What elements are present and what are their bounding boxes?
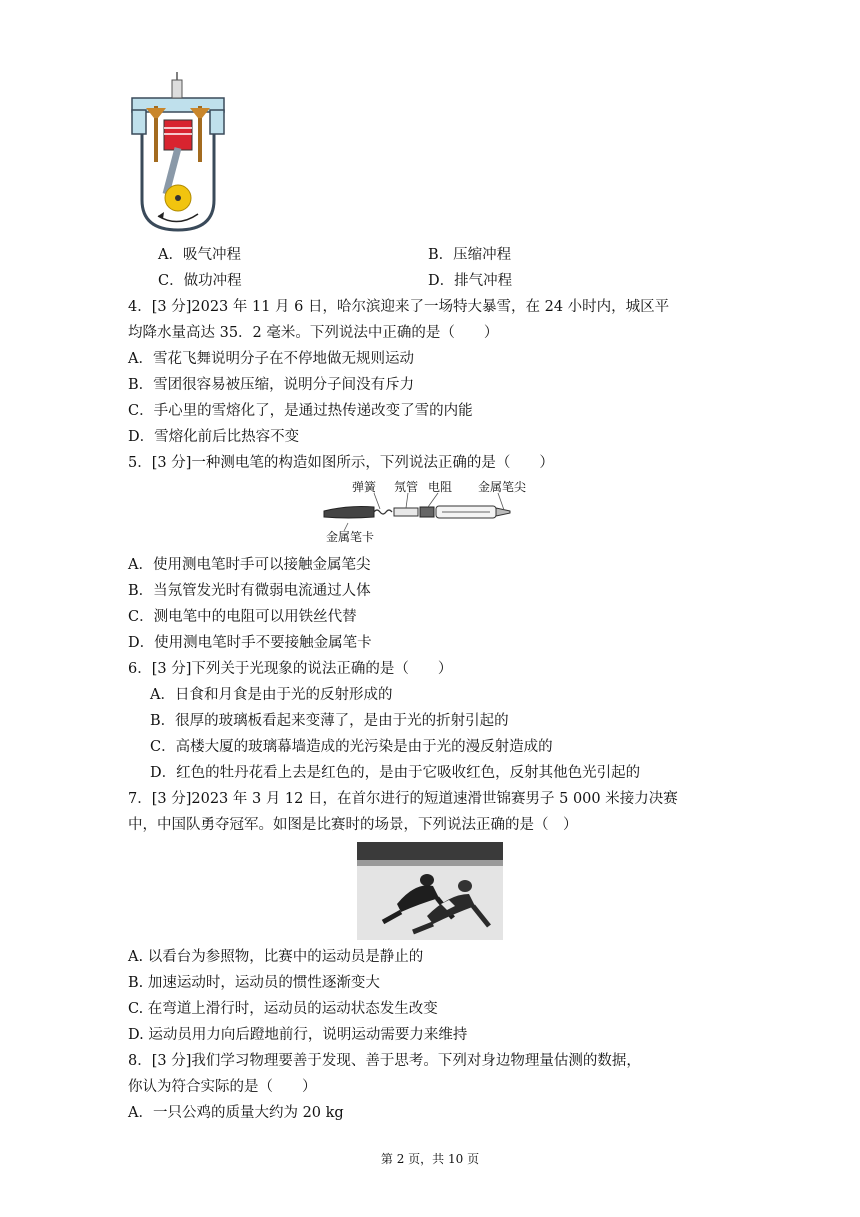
label-spring: 弹簧 [352, 480, 377, 494]
q4-stem-line-1: 4．[3 分]2023 年 11 月 6 日，哈尔滨迎来了一场特大暴雪，在 24 小时内，城区平 [128, 299, 670, 315]
label-metal-tip: 金属笔尖 [478, 480, 527, 494]
q4-stem-line-2: 均降水量高达 35．2 毫米。下列说法中正确的是（ ） [128, 325, 499, 341]
q5-option-c: C．测电笔中的电阻可以用铁丝代替 [128, 609, 357, 625]
q5-option-b: B．当氖管发光时有微弱电流通过人体 [128, 583, 371, 599]
q3-option-b: B．压缩冲程 [428, 247, 512, 263]
q4-option-a: A．雪花飞舞说明分子在不停地做无规则运动 [128, 351, 414, 367]
engine-stroke-figure [128, 70, 228, 238]
q6-option-c: C．高楼大厦的玻璃幕墙造成的光污染是由于光的漫反射造成的 [150, 739, 553, 755]
q3-option-a: A．吸气冲程 [158, 247, 241, 263]
q8-option-a: A．一只公鸡的质量大约为 20 kg [128, 1105, 344, 1121]
q7-stem-line-2: 中，中国队勇夺冠军。如图是比赛时的场景，下列说法正确的是（ ） [128, 817, 578, 833]
q5-option-d: D．使用测电笔时手不要接触金属笔卡 [128, 635, 372, 651]
q7-option-b: B. 加速运动时，运动员的惯性逐渐变大 [128, 975, 380, 991]
q7-stem-line-1: 7．[3 分]2023 年 3 月 12 日，在首尔进行的短道速滑世锦赛男子 5 000 米接力决赛 [128, 791, 678, 807]
speed-skating-photo [357, 842, 503, 940]
page-footer: 第 2 页，共 10 页 [380, 1152, 480, 1166]
q7-option-c: C. 在弯道上滑行时，运动员的运动状态发生改变 [128, 1001, 438, 1017]
q7-option-d: D. 运动员用力向后蹬地前行，说明运动需要力来维持 [128, 1027, 468, 1043]
q4-option-b: B．雪团很容易被压缩，说明分子间没有斥力 [128, 377, 415, 393]
q4-option-c: C．手心里的雪熔化了，是通过热传递改变了雪的内能 [128, 403, 473, 419]
skating-photo-image [357, 842, 503, 940]
label-metal-clip: 金属笔卡 [326, 530, 375, 544]
q8-stem-line-1: 8．[3 分]我们学习物理要善于发现、善于思考。下列对身边物理量估测的数据， [128, 1053, 641, 1069]
q6-option-a: A．日食和月食是由于光的反射形成的 [150, 687, 393, 703]
q4-option-d: D．雪熔化前后比热容不变 [128, 429, 300, 445]
test-pen-figure [318, 477, 527, 545]
q6-option-d: D．红色的牡丹花看上去是红色的，是由于它吸收红色，反射其他色光引起的 [150, 765, 641, 781]
q3-option-c: C．做功冲程 [158, 273, 242, 289]
q7-option-a: A. 以看台为参照物，比赛中的运动员是静止的 [128, 949, 424, 965]
label-resistor: 电阻 [428, 480, 453, 494]
engine-diagram [128, 70, 228, 238]
q8-stem-line-2: 你认为符合实际的是（ ） [128, 1079, 317, 1095]
label-neon-tube: 氖管 [394, 480, 419, 494]
q3-option-d: D．排气冲程 [428, 273, 513, 289]
q5-option-a: A．使用测电笔时手可以接触金属笔尖 [128, 557, 371, 573]
q6-option-b: B．很厚的玻璃板看起来变薄了，是由于光的折射引起的 [150, 713, 509, 729]
q5-stem: 5．[3 分]一种测电笔的构造如图所示，下列说法正确的是（ ） [128, 455, 554, 471]
q6-stem: 6．[3 分]下列关于光现象的说法正确的是（ ） [128, 661, 453, 677]
